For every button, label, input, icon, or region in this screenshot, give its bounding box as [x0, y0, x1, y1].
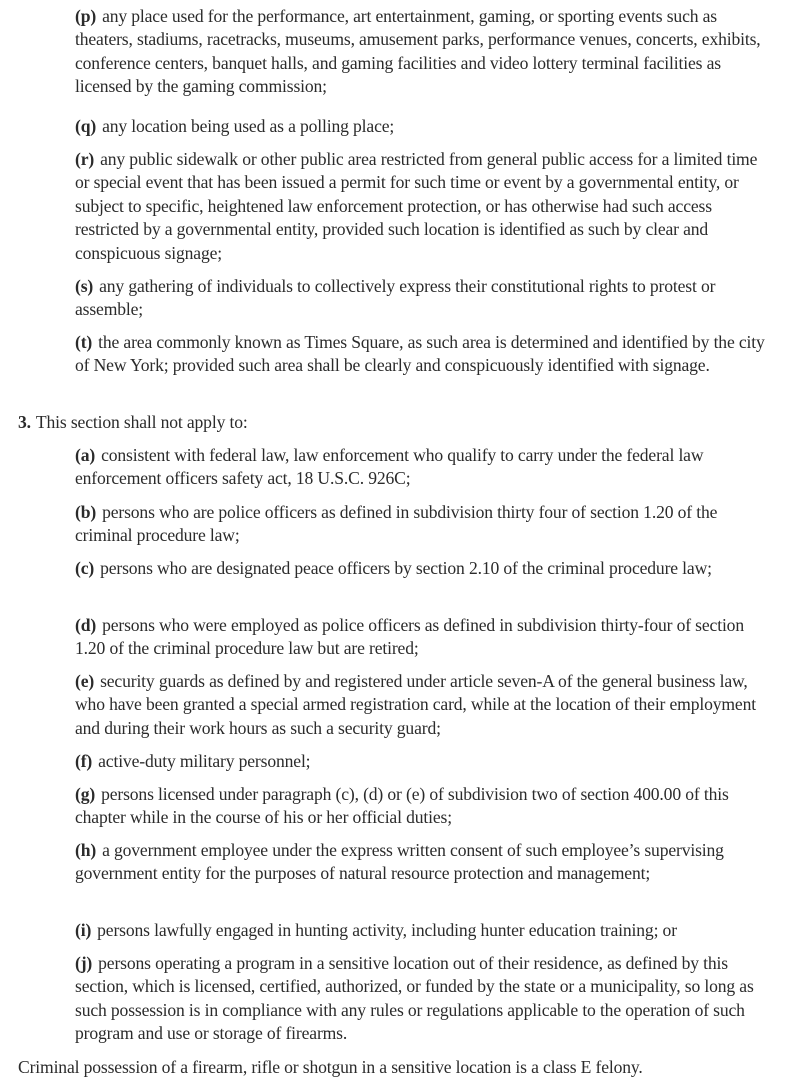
- exemption-a: [75, 444, 765, 491]
- paragraph-r: [75, 148, 765, 266]
- paragraph-label: (h): [75, 839, 97, 860]
- paragraph-text: a government employee under the express written consent of such employee’s supervising government entity for the purposes of natural resource protection and management;: [75, 839, 724, 884]
- paragraph-text: consistent with federal law, law enforcement who qualify to carry under the federal law enforcement officers safety act, 18 U.S.C. 926C;: [75, 444, 704, 489]
- paragraph-text: persons operating a program in a sensitive location out of their residence, as defined by this section, which is licensed, certified, authorized, or funded by the state or a municipality, so long as such possession is in compliance with any rules or regulations applicable to the operation of such program and use or storage of firearms.: [75, 952, 754, 1044]
- section-3-heading: [18, 411, 778, 435]
- paragraph-text: active-duty military personnel;: [98, 750, 311, 771]
- paragraph-text: security guards as defined by and registered under article seven-A of the general business law, who have been granted a special armed registration card, while at the location of their employment and during their work hours as such a security guard;: [75, 670, 756, 738]
- paragraph-label: (t): [75, 331, 93, 352]
- paragraph-label: (e): [75, 670, 95, 691]
- paragraph-text: persons licensed under paragraph (c), (d) or (e) of subdivision two of section 400.00 of this chapter while in the course of his or her official duties;: [75, 783, 729, 828]
- paragraph-text: persons who are designated peace officers by section 2.10 of the criminal procedure law;: [100, 557, 712, 578]
- paragraph-label: (c): [75, 557, 95, 578]
- paragraph-label: (j): [75, 952, 93, 973]
- paragraph-text: the area commonly known as Times Square, as such area is determined and identified by the city of New York; provided such area shall be clearly and conspicuously identified with signage.: [75, 331, 765, 376]
- paragraph-text: any location being used as a polling place;: [102, 115, 395, 136]
- section-number: 3.: [18, 411, 31, 432]
- exemption-h: [75, 839, 765, 886]
- paragraph-label: (d): [75, 614, 97, 635]
- paragraph-text: persons who were employed as police officers as defined in subdivision thirty-four of section 1.20 of the criminal procedure law but are retired;: [75, 614, 744, 659]
- exemption-b: [75, 501, 765, 548]
- paragraph-text: any place used for the performance, art entertainment, gaming, or sporting events such as theaters, stadiums, racetracks, museums, amusement parks, performance venues, concerts, exhibits, conference centers, banquet halls, and gaming facilities and video lottery terminal facilities as licensed by the gaming commission;: [75, 5, 761, 97]
- exemption-i: [75, 919, 765, 943]
- paragraph-label: (b): [75, 501, 97, 522]
- exemption-j: [75, 952, 765, 1046]
- paragraph-t: [75, 331, 765, 378]
- exemption-f: [75, 750, 765, 774]
- paragraph-text: persons lawfully engaged in hunting activity, including hunter education training; or: [97, 919, 677, 940]
- exemption-d: [75, 614, 765, 661]
- paragraph-text: persons who are police officers as defined in subdivision thirty four of section 1.20 of the criminal procedure law;: [75, 501, 718, 546]
- paragraph-label: (i): [75, 919, 92, 940]
- paragraph-label: (a): [75, 444, 96, 465]
- exemption-e: [75, 670, 765, 741]
- paragraph-label: (f): [75, 750, 93, 771]
- paragraph-label: (s): [75, 275, 94, 296]
- paragraph-label: (q): [75, 115, 97, 136]
- paragraph-label: (g): [75, 783, 96, 804]
- paragraph-text: any public sidewalk or other public area restricted from general public access for a limited time or special event that has been issued a permit for such time or event by a governmental entity, or subject to specific, heightened law enforcement protection, or has otherwise had such access restricted by a governmental entity, provided such location is identified as such by clear and conspicuous signage;: [75, 148, 758, 263]
- section-intro: This section shall not apply to:: [35, 411, 248, 432]
- paragraph-label: (p): [75, 5, 97, 26]
- paragraph-label: (r): [75, 148, 95, 169]
- paragraph-text: any gathering of individuals to collectively express their constitutional rights to protest or assemble;: [75, 275, 716, 320]
- paragraph-s: [75, 275, 765, 322]
- penalty-statement: Criminal possession of a firearm, rifle or shotgun in a sensitive location is a class E felony.: [18, 1056, 643, 1077]
- paragraph-p: [75, 5, 765, 99]
- exemption-g: [75, 783, 765, 830]
- paragraph-q: [75, 115, 765, 139]
- exemption-c: [75, 557, 765, 581]
